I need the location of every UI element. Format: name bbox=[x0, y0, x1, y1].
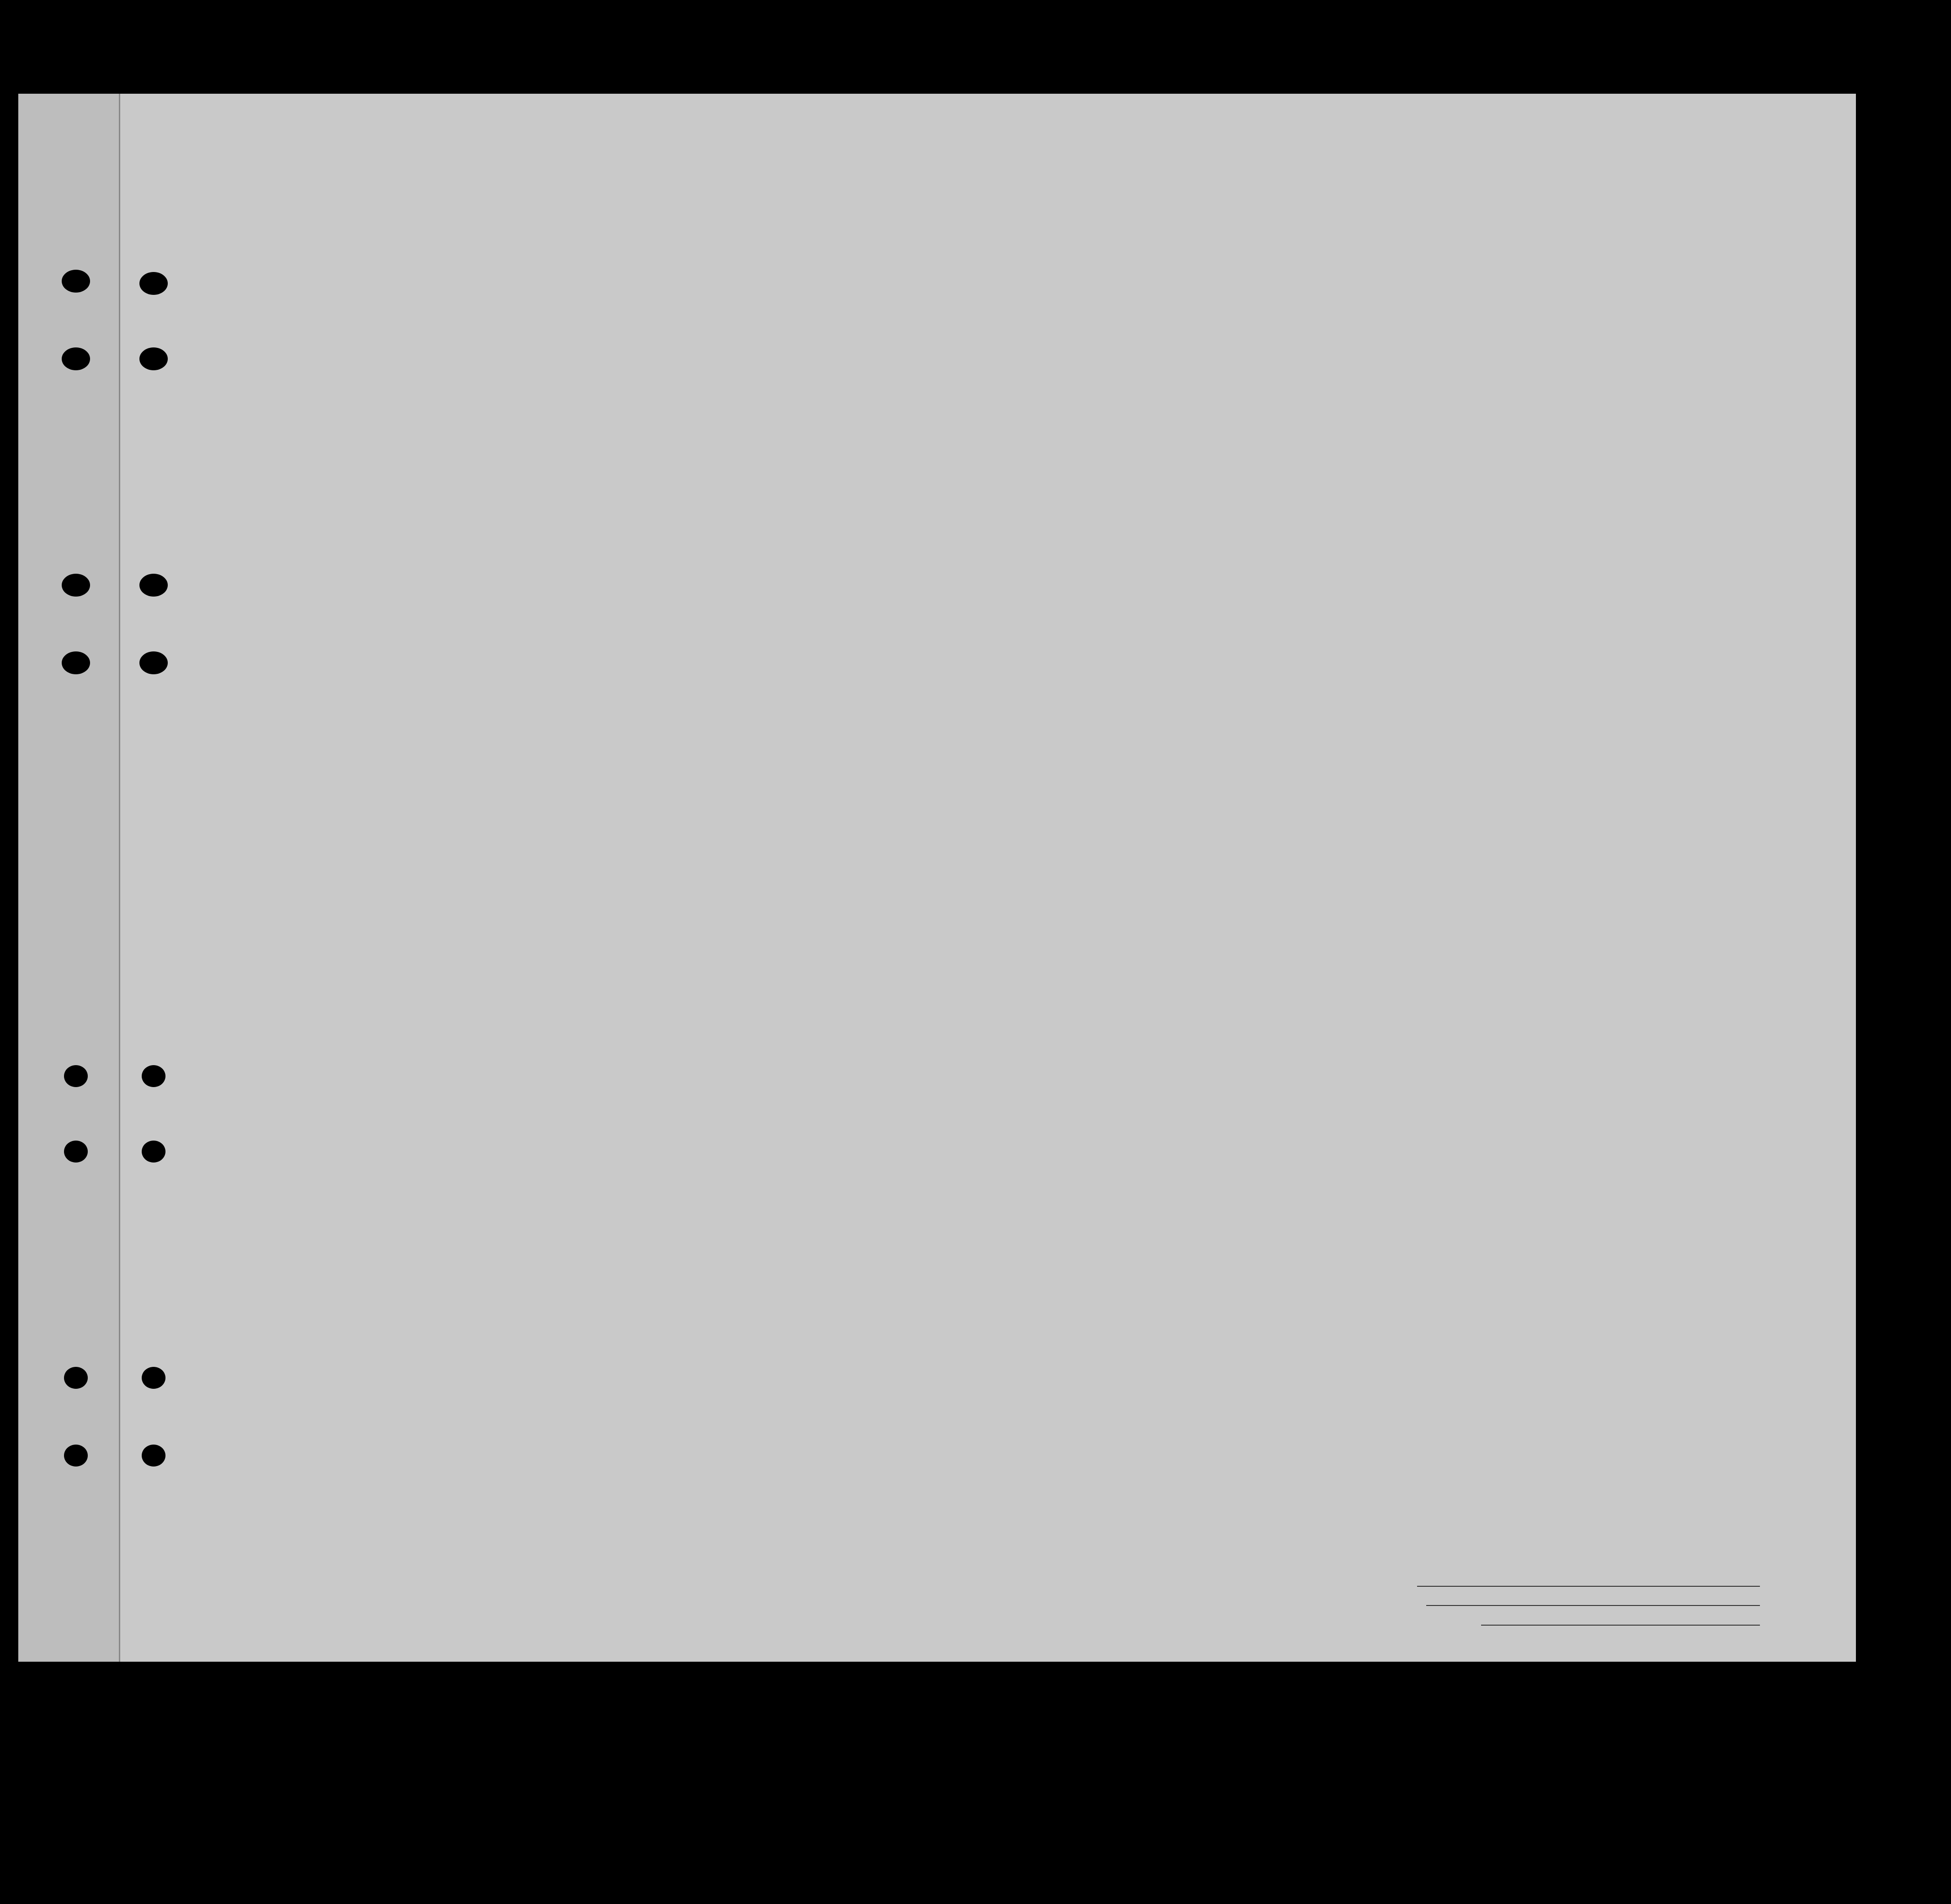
manifest-sheet bbox=[18, 94, 1856, 1662]
header-purpose-length bbox=[1177, 359, 1205, 448]
footer-rule-lines bbox=[1413, 1582, 1778, 1627]
header-prison bbox=[1250, 341, 1282, 450]
header-purpose-citizen bbox=[1209, 359, 1237, 448]
table-grid bbox=[18, 94, 1856, 1662]
header-question-28 bbox=[1335, 341, 1376, 450]
header-question-29 bbox=[1378, 341, 1403, 450]
header-purpose-return bbox=[1145, 359, 1173, 448]
